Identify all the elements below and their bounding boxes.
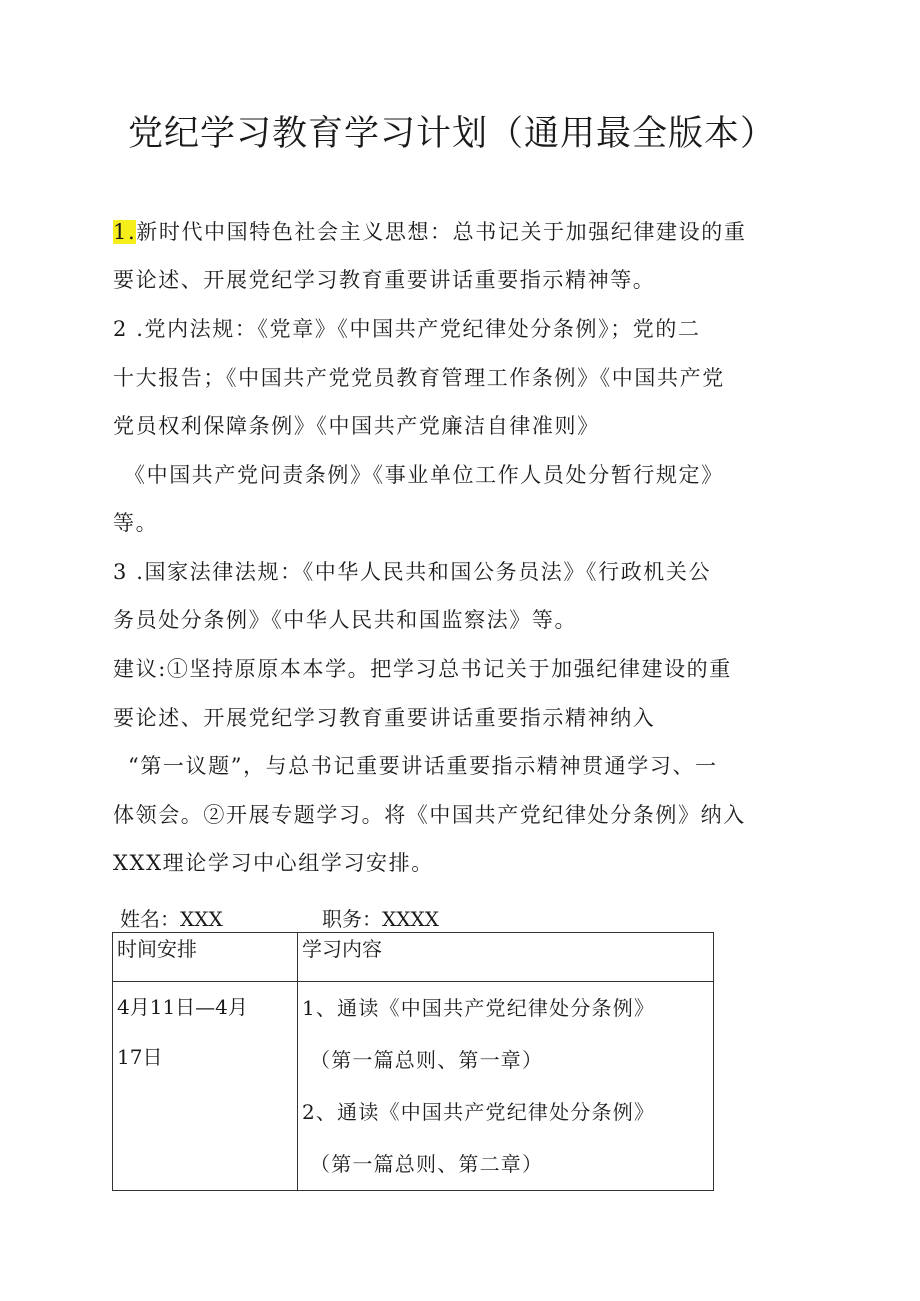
paragraph-line-1 xyxy=(113,218,746,246)
paragraph-line-12: “第一议题”，与总书记重要讲话重要指示精神贯通学习、一 xyxy=(128,754,718,778)
paragraph-line-11: 要论述、开展党纪学习教育重要讲话重要指示精神纳入 xyxy=(113,706,656,730)
study-schedule-table xyxy=(112,932,714,1191)
time-cell xyxy=(113,982,298,1191)
position-field: 职务：XXXX xyxy=(322,907,439,931)
content-item-2: 2、通读《中国共产党纪律处分条例》 xyxy=(302,1100,656,1124)
content-cell xyxy=(298,982,714,1191)
paragraph-line-13: 体领会。②开展专题学习。将《中国共产党纪律处分条例》纳入 xyxy=(113,803,746,827)
content-item-1-scope: （第一篇总则、第一章） xyxy=(310,1048,544,1072)
table-header-row xyxy=(113,933,714,982)
header-time: 时间安排 xyxy=(113,933,298,982)
paragraph-line-7: 等。 xyxy=(113,511,159,535)
paragraph-line-14: XXX理论学习中心组学习安排。 xyxy=(113,851,434,875)
paragraph-line-9: 务员处分条例》《中华人民共和国监察法》等。 xyxy=(113,608,578,632)
paragraph-line-10: 建议:①坚持原原本本学。把学习总书记关于加强纪律建设的重 xyxy=(113,657,732,681)
name-field: 姓名：XXX xyxy=(120,907,223,931)
list-number-1: 1. xyxy=(113,220,137,244)
time-line-2: 17日 xyxy=(117,1045,163,1069)
paragraph-line-6: 《中国共产党问责条例》《事业单位工作人员处分暂行规定》 xyxy=(124,463,724,487)
paragraph-line-3: 2 .党内法规：《党章》《中国共产党纪律处分条例》；党的二 xyxy=(113,317,701,341)
paragraph-line-8: 3 .国家法律法规：《中华人民共和国公务员法》《行政机关公 xyxy=(113,560,712,584)
header-content: 学习内容 xyxy=(298,933,714,982)
paragraph-line-4: 十大报告；《中国共产党党员教育管理工作条例》《中国共产党 xyxy=(113,366,725,390)
table-row xyxy=(113,982,714,1191)
content-item-1: 1、通读《中国共产党纪律处分条例》 xyxy=(302,996,656,1020)
line-1-text: 新时代中国特色社会主义思想：总书记关于加强纪律建设的重 xyxy=(136,220,747,244)
time-line-1: 4月11日—4月 xyxy=(117,995,248,1019)
content-item-2-scope: （第一篇总则、第二章） xyxy=(310,1152,544,1176)
paragraph-line-2: 要论述、开展党纪学习教育重要讲话重要指示精神等。 xyxy=(113,268,656,292)
paragraph-line-5: 党员权利保障条例》《中国共产党廉洁自律准则》 xyxy=(113,414,600,438)
document-title: 党纪学习教育学习计划（通用最全版本） xyxy=(128,114,777,154)
